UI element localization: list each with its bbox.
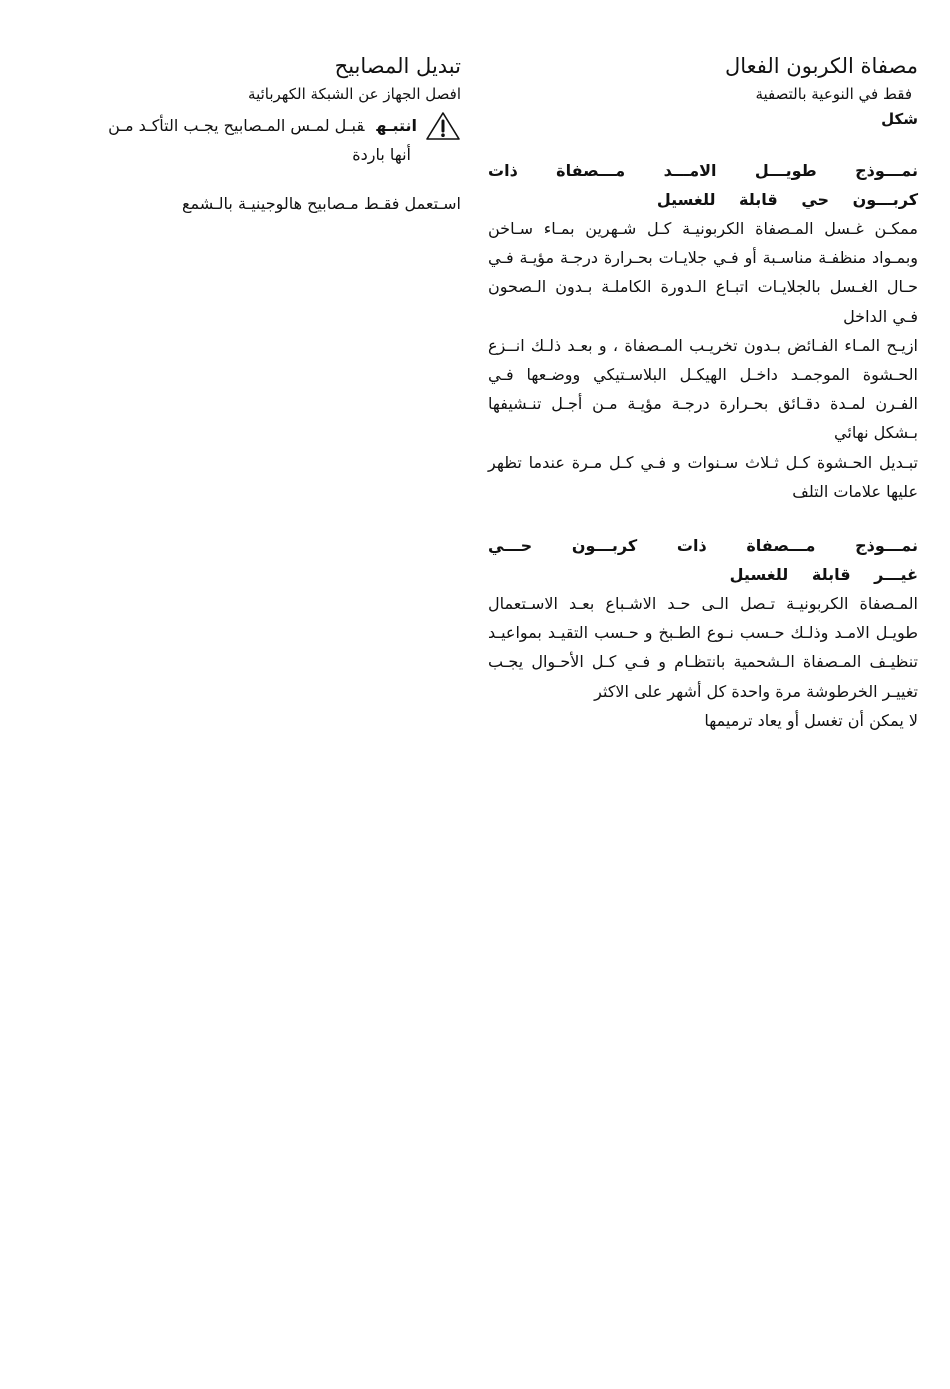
carbon-filter-subtitle: فقط في النوعية بالتصفية <box>755 85 912 103</box>
washable-filter-heading: نمـــوذج طويـــل الامـــد مـــصفاة ذات كربـــون حي قابلة للغسيل <box>488 161 918 209</box>
washable-filter-para-2: ازيـح المـاء الفـائض بـدون تخريـب المـصفاة ، و بعـد ذلـك انــزع الحـشوة الموجمـد داخـل الهيكـل البلاسـتيكي ووضـعها فـي الفـرن لمـدة دقـائق بحـرارة درجـة مؤيـة مـن أجـل تنـشيفها بـشكل نهائي <box>488 335 918 443</box>
halogen-note: اسـتعمل فقـط مـصابيح هالوجينيـة بالـشمع <box>181 194 461 214</box>
non-washable-filter-para-2: لا يمكن أن تغسل أو يعاد ترميمها <box>704 710 918 730</box>
carbon-filter-section <box>488 50 918 735</box>
lamp-replacement-title: تبديل المصابيح <box>334 54 461 78</box>
non-washable-filter-heading: نمـــوذج مـــصفاة ذات كربـــون حـــي غيـــر قابلة للغسيل <box>488 536 918 585</box>
warning-block <box>33 111 461 140</box>
lamp-replacement-section <box>33 50 461 218</box>
non-washable-filter-para-1: المـصفاة الكربونيـة تـصل الـى حـد الاشـباع بعـد الاسـتعمال طويـل الامـد وذلـك حـسب نـوع الطـبخ و حـسب التقيـد بمواعيـد تنظيـف المـصفاة الـشحمية بانتظـام و فـي كـل الأحـوال يجـب تغييـر الخرطوشة مرة واحدة كل أشهر على الاكثر <box>488 594 918 701</box>
washable-filter-block <box>488 156 918 506</box>
carbon-filter-title: مصفاة الكربون الفعال <box>724 54 918 78</box>
warning-triangle-icon <box>425 111 461 141</box>
non-washable-filter-block <box>488 531 918 735</box>
warning-text: قبـل لمـس المـصابيح يجـب التأكـد مـن <box>108 116 365 135</box>
washable-filter-para-3: تبـديل الحـشوة كـل ثـلاث سـنوات و فـي كـل مـرة عندما تظهر عليها علامات التلف <box>488 452 918 501</box>
lamp-replacement-subtitle: افصل الجهاز عن الشبكة الكهربائية <box>248 85 461 103</box>
warning-word: انتبـه <box>376 116 417 135</box>
washable-filter-para-1: ممكـن غـسل المـصفاة الكربونيـة كـل شـهرين بمـاء سـاخن وبمـواد منظفـة مناسـبة أو فـي جلايـات بحـرارة درجـة مؤيـة فـي حـال الغـسل بالجلايـات اتبـاع الـدورة الكاملـة بـدون الـصحون فـي الداخل <box>488 219 918 326</box>
warning-continuation: أنها باردة <box>352 145 411 164</box>
shape-label: شكل <box>881 110 918 128</box>
